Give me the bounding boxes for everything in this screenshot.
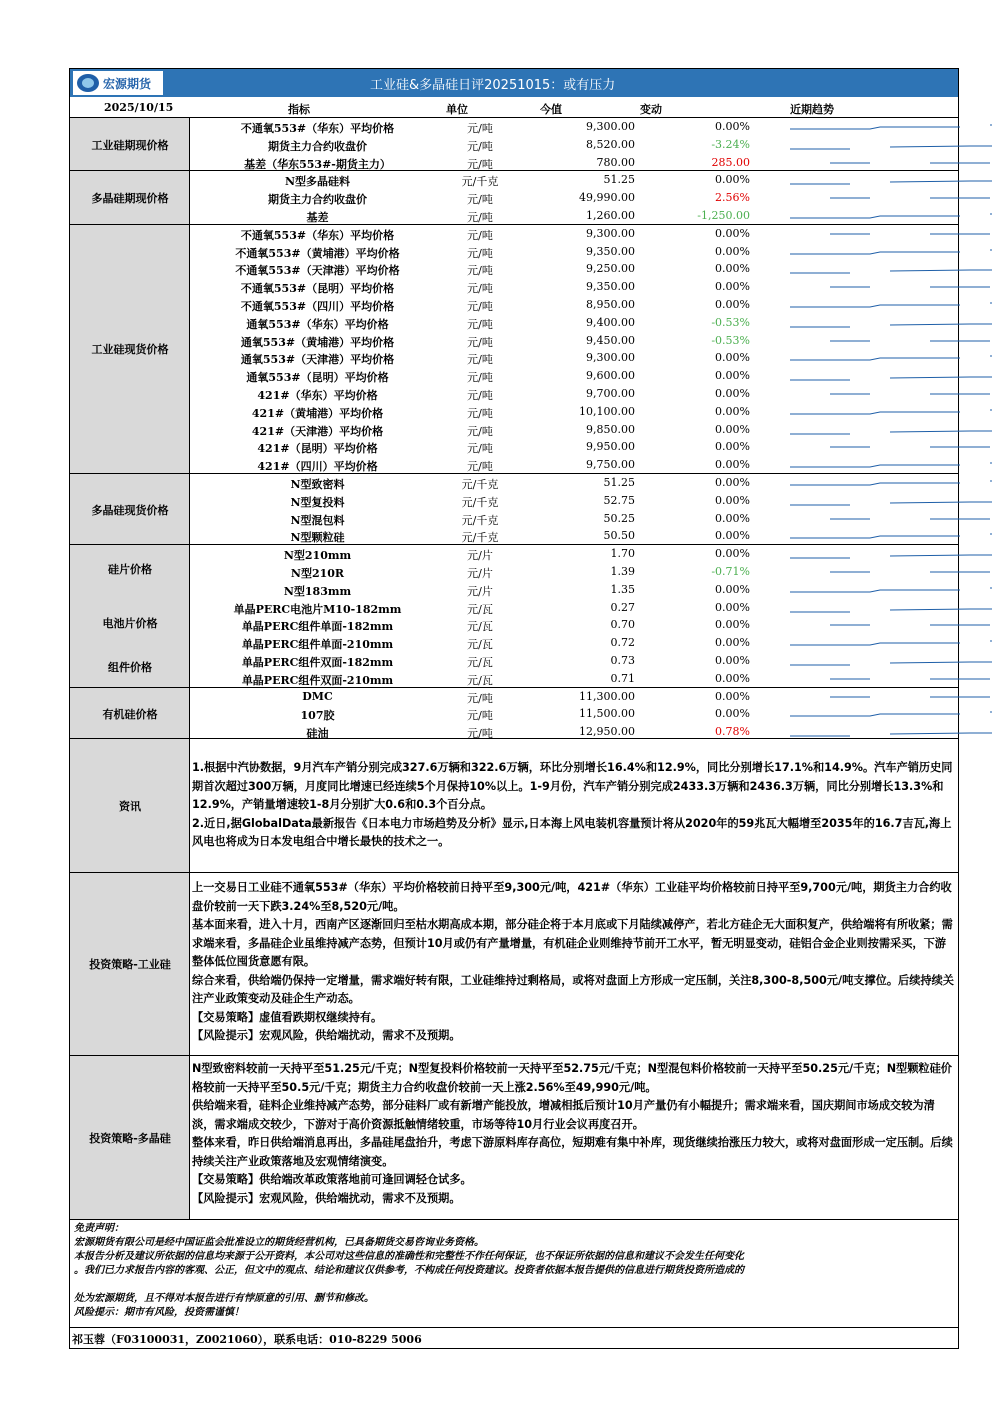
- value-cell: 11,300.00: [579, 689, 635, 703]
- value-cell: 1.39: [610, 564, 635, 578]
- report-title: 工业硅&多晶硅日评20251015：或有压力: [370, 78, 616, 93]
- trend-sparkline: [790, 653, 992, 669]
- change-cell: -1,250.00: [697, 208, 750, 222]
- unit-cell: 元/吨: [467, 317, 493, 331]
- change-cell: 0.00%: [715, 671, 750, 685]
- indicator-name: 通氧553#（天津港）平均价格: [240, 353, 395, 367]
- table-row: [190, 154, 960, 172]
- table-row: [190, 652, 960, 670]
- strategy-paragraph: 整体来看，昨日供给端消息再出，多晶硅尾盘抬升，考虑下游原料库存高位，短期难有集中补库，现货继续抬涨压力较大，或将对盘面形成一定压制。后续持续关注产业政策落地及宏观情绪演变。: [192, 1136, 953, 1168]
- unit-cell: 元/瓦: [467, 638, 493, 652]
- table-row: [190, 616, 960, 634]
- group-label: 有机硅价格: [102, 708, 158, 722]
- table-row: [190, 136, 960, 154]
- value-cell: 10,100.00: [579, 404, 635, 418]
- col-value: 今值: [540, 103, 562, 116]
- disclaimer-line: [74, 1278, 954, 1292]
- trend-sparkline: [790, 475, 992, 491]
- change-cell: -0.53%: [711, 315, 750, 329]
- disclaimer-line: 。我们已力求报告内容的客观、公正，但文中的观点、结论和建议仅供参考，不构成任何投资建议。投资者依据本报告提供的信息进行期货投资所造成的: [74, 1265, 744, 1276]
- trend-line: [790, 181, 992, 184]
- value-cell: 9,750.00: [586, 458, 635, 472]
- value-cell: 0.73: [610, 653, 635, 667]
- indicator-name: 单晶PERC组件单面-182mm: [241, 620, 394, 634]
- logo-text: 宏源期货: [103, 76, 152, 91]
- value-cell: 9,700.00: [586, 386, 635, 400]
- trend-sparkline: [790, 404, 992, 420]
- trend-sparkline: [790, 528, 992, 544]
- trend-line: [790, 146, 992, 149]
- indicator-name: N型多晶硅料: [284, 175, 351, 189]
- value-cell: 0.71: [610, 671, 635, 685]
- value-cell: 1.70: [610, 547, 635, 561]
- table-row: [190, 260, 960, 278]
- group-label: 多晶硅现货价格: [91, 503, 169, 517]
- change-cell: 0.00%: [715, 351, 750, 365]
- table-row: [190, 456, 960, 474]
- trend-line: [790, 125, 992, 129]
- report-date: 2025/10/15: [104, 101, 174, 114]
- indicator-name: 期货主力合约收盘价: [268, 139, 367, 153]
- trend-sparkline: [790, 350, 992, 366]
- trend-line: [790, 356, 992, 360]
- trend-line: [790, 270, 992, 273]
- value-cell: 9,600.00: [586, 369, 635, 383]
- group-label-cell: [70, 225, 190, 473]
- trend-line: [790, 250, 992, 254]
- trend-line: [790, 502, 992, 505]
- indicator-name: 单晶PERC组件双面-210mm: [241, 673, 394, 687]
- trend-sparkline: [790, 635, 992, 651]
- trend-line: [790, 463, 992, 467]
- trend-sparkline: [790, 261, 992, 277]
- trend-line: [790, 662, 992, 665]
- change-cell: 0.00%: [715, 653, 750, 667]
- change-cell: 0.00%: [715, 618, 750, 632]
- report-sheet: [69, 68, 959, 1349]
- value-cell: 49,990.00: [579, 191, 635, 205]
- trend-line: [790, 214, 992, 218]
- indicator-name: 不通氧553#（华东）平均价格: [240, 122, 395, 135]
- strategy-poly-label: 投资策略-多晶硅: [89, 1131, 171, 1145]
- disclaimer-line: 宏源期货有限公司是经中国证监会批准设立的期货经营机构，已具备期货交易咨询业务资格。: [74, 1237, 484, 1248]
- news-label-cell: [70, 739, 190, 872]
- disclaimer-line: 处为宏源期货，且不得对本报告进行有悖原意的引用、删节和修改。: [74, 1293, 374, 1304]
- trend-sparkline: [790, 315, 992, 331]
- col-trend: 近期趋势: [790, 103, 834, 116]
- analyst-contact: 祁玉蓉（F03100031，Z0021060），联系电话：010-8229 5006: [70, 1327, 958, 1349]
- price-group: [70, 687, 958, 740]
- value-cell: 9,350.00: [586, 280, 635, 294]
- news-body: [192, 759, 954, 852]
- value-cell: 12,950.00: [579, 725, 635, 739]
- value-cell: 1.35: [610, 582, 635, 596]
- trend-line: [790, 303, 992, 307]
- table-row: [190, 438, 960, 456]
- change-cell: 0.00%: [715, 262, 750, 276]
- strategy-paragraph: 【交易策略】供给端改革政策落地前可逢回调轻仓试多。: [192, 1173, 472, 1186]
- indicator-name: 不通氧553#（天津港）平均价格: [235, 264, 400, 278]
- strategy-paragraph: 【交易策略】虚值看跌期权继续持有。: [192, 1010, 383, 1024]
- value-cell: 9,450.00: [586, 333, 635, 347]
- table-row: [190, 421, 960, 439]
- unit-cell: 元/瓦: [467, 602, 493, 616]
- disclaimer-line: 免责声明：: [74, 1223, 124, 1234]
- table-row: [190, 225, 960, 243]
- unit-cell: 元/片: [467, 584, 493, 598]
- disclaimer: [70, 1219, 958, 1323]
- price-group: [70, 170, 958, 223]
- change-cell: 0.00%: [715, 476, 750, 489]
- unit-cell: 元/瓦: [467, 620, 493, 634]
- unit-cell: 元/吨: [467, 228, 493, 242]
- trend-line: [790, 609, 992, 612]
- change-cell: 0.00%: [715, 244, 750, 258]
- change-cell: 0.00%: [715, 297, 750, 311]
- unit-cell: 元/吨: [467, 335, 493, 349]
- change-cell: 0.00%: [715, 280, 750, 294]
- strategy-paragraph: 【风险提示】宏观风险，供给端扰动，需求不及预期。: [192, 1029, 461, 1042]
- news-paragraph: 1.根据中汽协数据，9月汽车产销分别完成327.6万辆和322.6万辆，环比分别增长16.4%和12.9%，同比分别增长17.1%和14.9%。汽车产销历史同期首次超过300万辆，月度同比增速已经连续5个月保持10%以上。1-9月份，汽车产销分别完成2433.3万辆和2436.3万辆，同比分别增长13.3%和12.9%，产销量增速较1-8月分别扩大0.6和0.3个百分点。: [192, 761, 953, 811]
- table-row: [190, 118, 960, 136]
- strategy-si-body: [192, 879, 954, 1046]
- news-label: 资讯: [119, 799, 141, 813]
- trend-sparkline: [790, 511, 992, 527]
- unit-cell: 元/吨: [467, 406, 493, 420]
- indicator-name: 不通氧553#（四川）平均价格: [240, 299, 395, 313]
- indicator-name: 通氧553#（昆明）平均价格: [246, 371, 389, 385]
- table-row: [190, 296, 960, 314]
- value-cell: 50.25: [603, 511, 635, 525]
- trend-sparkline: [790, 119, 992, 135]
- trend-sparkline: [790, 137, 992, 153]
- strategy-poly-body: [192, 1060, 954, 1208]
- indicator-name: 不通氧553#（昆明）平均价格: [240, 282, 395, 296]
- trend-line: [790, 377, 992, 380]
- strategy-poly-label-cell: [70, 1056, 190, 1219]
- change-cell: 0.00%: [715, 529, 750, 543]
- unit-cell: 元/吨: [467, 299, 493, 313]
- group-label: 工业硅期现价格: [91, 138, 169, 152]
- table-row: [190, 510, 960, 528]
- table-row: [190, 189, 960, 207]
- trend-sparkline: [790, 600, 992, 616]
- table-row: [190, 278, 960, 296]
- indicator-name: 421#（四川）平均价格: [257, 460, 378, 474]
- table-row: [190, 492, 960, 510]
- table-row: [190, 349, 960, 367]
- indicator-name: 单晶PERC组件双面-182mm: [241, 655, 394, 669]
- strategy-paragraph: 综合来看，供给端仍保持一定增量，需求端好转有限，工业硅维持过剩格局，或将对盘面上方形成一定压制，关注8,300-8,500元/吨支撑位。后续持续关注产业政策变动及硅企生产动态。: [192, 973, 954, 1005]
- change-cell: -3.24%: [711, 137, 750, 151]
- trend-line: [790, 431, 992, 434]
- value-cell: 0.72: [610, 636, 635, 650]
- change-cell: 0.00%: [715, 226, 750, 240]
- unit-cell: 元/吨: [467, 210, 493, 224]
- table-row: [190, 385, 960, 403]
- value-cell: 9,300.00: [586, 120, 635, 133]
- unit-cell: 元/片: [467, 566, 493, 580]
- trend-sparkline: [790, 386, 992, 402]
- change-cell: 2.56%: [715, 191, 750, 205]
- change-cell: 0.00%: [715, 600, 750, 614]
- indicator-name: N型致密料: [290, 478, 345, 491]
- indicator-name: DMC: [302, 689, 333, 703]
- value-cell: 11,500.00: [579, 707, 635, 721]
- indicator-name: 基差（华东553#-期货主力）: [244, 157, 391, 171]
- strategy-paragraph: N型致密料较前一天持平至51.25元/千克；N型复投料价格较前一天持平至52.75元/千克；N型混包料价格较前一天持平至50.25元/千克；N型颗粒硅价格较前一天持平至50.5元/千克；期货主力合约收盘价较前一天上涨2.56%至49,990元/吨。: [192, 1062, 952, 1094]
- unit-cell: 元/瓦: [467, 655, 493, 669]
- change-cell: 0.00%: [715, 582, 750, 596]
- trend-sparkline: [790, 208, 992, 224]
- trend-sparkline: [790, 172, 992, 188]
- value-cell: 50.50: [603, 529, 635, 543]
- title-bar: [70, 69, 958, 97]
- col-change: 变动: [640, 103, 662, 116]
- change-cell: 0.00%: [715, 120, 750, 133]
- value-cell: 1,260.00: [586, 208, 635, 222]
- trend-sparkline: [790, 226, 992, 242]
- indicator-name: N型183mm: [283, 584, 352, 598]
- indicator-name: 421#（华东）平均价格: [257, 388, 378, 402]
- trend-line: [790, 324, 992, 327]
- table-row: [190, 243, 960, 261]
- change-cell: 0.00%: [715, 547, 750, 561]
- unit-cell: 元/吨: [467, 371, 493, 385]
- unit-cell: 元/吨: [467, 282, 493, 296]
- price-group: [70, 117, 958, 170]
- change-cell: 0.00%: [715, 689, 750, 703]
- change-cell: 0.00%: [715, 440, 750, 454]
- unit-cell: 元/吨: [467, 388, 493, 402]
- trend-sparkline: [790, 457, 992, 473]
- group-label-cell: [70, 171, 190, 223]
- group-label: 硅片价格: [108, 563, 152, 577]
- trend-sparkline: [790, 279, 992, 295]
- group-label-cell: [70, 545, 190, 686]
- trend-sparkline: [790, 617, 992, 633]
- table-row: [190, 474, 960, 492]
- trend-line: [790, 588, 992, 592]
- table-row: [190, 527, 960, 545]
- logo-icon: [77, 74, 99, 92]
- news-paragraph: 2.近日,据GlobalData最新报告《日本电力市场趋势及分析》显示,日本海上风电装机容量预计将从2020年的59兆瓦大幅增至2035年的16.7吉瓦,海上风电也将成为日本发电组合中增长最快的技术之一。: [192, 816, 952, 848]
- group-label: 电池片价格: [102, 616, 158, 630]
- table-row: [190, 670, 960, 688]
- unit-cell: 元/瓦: [467, 673, 493, 687]
- group-label: 多晶硅期现价格: [91, 192, 169, 206]
- value-cell: 51.25: [603, 173, 635, 187]
- unit-cell: 元/千克: [461, 175, 499, 189]
- indicator-name: 421#（黄埔港）平均价格: [251, 406, 384, 420]
- indicator-name: N型210R: [290, 566, 345, 580]
- trend-line: [790, 534, 992, 538]
- change-cell: 0.00%: [715, 707, 750, 721]
- unit-cell: 元/吨: [467, 424, 493, 438]
- table-row: [190, 581, 960, 599]
- strategy-paragraph: 上一交易日工业硅不通氧553#（华东）平均价格较前日持平至9,300元/吨，421#（华东）工业硅平均价格较前日持平至9,700元/吨，期货主力合约收盘价较前一天下跌3.24%至8,520元/吨。: [192, 881, 952, 913]
- unit-cell: 元/吨: [467, 460, 493, 474]
- unit-cell: 元/千克: [461, 478, 499, 491]
- table-row: [190, 367, 960, 385]
- indicator-name: N型混包料: [290, 513, 345, 527]
- indicator-name: N型颗粒硅: [290, 531, 345, 545]
- value-cell: 9,300.00: [586, 226, 635, 240]
- change-cell: 0.00%: [715, 422, 750, 436]
- value-cell: 9,850.00: [586, 422, 635, 436]
- unit-cell: 元/吨: [467, 709, 493, 723]
- trend-line: [790, 712, 992, 716]
- indicator-name: 不通氧553#（华东）平均价格: [240, 228, 395, 242]
- trend-line: [790, 481, 992, 485]
- trend-line: [790, 410, 992, 414]
- table-row: [190, 705, 960, 723]
- unit-cell: 元/吨: [467, 727, 493, 741]
- indicator-name: N型210mm: [283, 549, 352, 563]
- unit-cell: 元/吨: [467, 353, 493, 367]
- value-cell: 8,520.00: [586, 137, 635, 151]
- value-cell: 9,350.00: [586, 244, 635, 258]
- unit-cell: 元/千克: [461, 531, 499, 545]
- col-unit: 单位: [446, 103, 468, 116]
- trend-sparkline: [790, 297, 992, 313]
- value-cell: 780.00: [596, 155, 635, 169]
- unit-cell: 元/吨: [467, 139, 493, 153]
- trend-sparkline: [790, 155, 992, 171]
- unit-cell: 元/吨: [467, 691, 493, 705]
- unit-cell: 元/吨: [467, 246, 493, 260]
- indicator-name: 单晶PERC电池片M10-182mm: [233, 602, 402, 616]
- trend-sparkline: [790, 368, 992, 384]
- change-cell: 0.00%: [715, 636, 750, 650]
- company-logo: [73, 71, 163, 95]
- value-cell: 0.27: [610, 600, 635, 614]
- change-cell: 285.00: [711, 155, 750, 169]
- unit-cell: 元/吨: [467, 442, 493, 456]
- indicator-name: N型复投料: [290, 495, 345, 509]
- col-indicator: 指标: [288, 103, 310, 116]
- trend-line: [790, 641, 992, 645]
- change-cell: 0.00%: [715, 458, 750, 472]
- strategy-paragraph: 【风险提示】宏观风险，供给端扰动，需求不及预期。: [192, 1191, 461, 1205]
- indicator-name: 通氧553#（黄埔港）平均价格: [240, 335, 395, 349]
- trend-sparkline: [790, 493, 992, 509]
- change-cell: 0.00%: [715, 404, 750, 418]
- change-cell: 0.00%: [715, 493, 750, 507]
- indicator-name: 期货主力合约收盘价: [268, 193, 367, 207]
- trend-sparkline: [790, 671, 992, 687]
- table-row: [190, 171, 960, 189]
- change-cell: 0.00%: [715, 173, 750, 187]
- trend-sparkline: [790, 244, 992, 260]
- table-row: [190, 563, 960, 581]
- value-cell: 9,300.00: [586, 351, 635, 365]
- change-cell: -0.53%: [711, 333, 750, 347]
- price-group: [70, 544, 958, 686]
- strategy-poly-section: [70, 1055, 958, 1219]
- indicator-name: 硅油: [306, 727, 329, 741]
- group-label-cell: [70, 474, 190, 544]
- indicator-name: 基差: [306, 210, 329, 224]
- trend-sparkline: [790, 190, 992, 206]
- table-row: [190, 314, 960, 332]
- trend-sparkline: [790, 706, 992, 722]
- trend-sparkline: [790, 422, 992, 438]
- indicator-name: 421#（昆明）平均价格: [257, 442, 378, 456]
- unit-cell: 元/吨: [467, 157, 493, 171]
- table-row: [190, 545, 960, 563]
- group-label: 组件价格: [108, 661, 152, 675]
- change-cell: 0.00%: [715, 386, 750, 400]
- change-cell: 0.00%: [715, 369, 750, 383]
- indicator-name: 单晶PERC组件单面-210mm: [241, 638, 394, 652]
- unit-cell: 元/吨: [467, 264, 493, 278]
- value-cell: 51.25: [603, 476, 635, 489]
- value-cell: 9,950.00: [586, 440, 635, 454]
- trend-sparkline: [790, 439, 992, 455]
- unit-cell: 元/千克: [461, 495, 499, 509]
- table-header: [70, 97, 958, 117]
- group-label-cell: [70, 688, 190, 740]
- trend-sparkline: [790, 546, 992, 562]
- trend-sparkline: [790, 689, 992, 705]
- change-cell: 0.78%: [715, 725, 750, 739]
- table-row: [190, 403, 960, 421]
- value-cell: 9,400.00: [586, 315, 635, 329]
- trend-sparkline: [790, 582, 992, 598]
- unit-cell: 元/吨: [467, 193, 493, 207]
- strategy-si-label-cell: [70, 873, 190, 1055]
- table-row: [190, 207, 960, 225]
- unit-cell: 元/吨: [467, 122, 493, 135]
- unit-cell: 元/千克: [461, 513, 499, 527]
- table-row: [190, 634, 960, 652]
- trend-sparkline: [790, 333, 992, 349]
- change-cell: -0.71%: [711, 564, 750, 578]
- indicator-name: 通氧553#（华东）平均价格: [246, 317, 389, 331]
- trend-sparkline: [790, 564, 992, 580]
- strategy-paragraph: 供给端来看，硅料企业维持减产态势，部分硅料厂或有新增产能投放，增减相抵后预计10月产量仍有小幅提升；需求端来看，国庆期间市场成交较为清淡，需求端成交较少，下游对于高价资源抵触情绪较重，市场等待10月行业会议再度召开。: [192, 1099, 935, 1131]
- disclaimer-line: 本报告分析及建议所依据的信息均来源于公开资料，本公司对这些信息的准确性和完整性不作任何保证，也不保证所依据的信息和建议不会发生任何变化: [74, 1251, 744, 1262]
- indicator-name: 不通氧553#（黄埔港）平均价格: [235, 246, 400, 260]
- trend-line: [790, 555, 992, 558]
- change-cell: 0.00%: [715, 511, 750, 525]
- value-cell: 9,250.00: [586, 262, 635, 276]
- news-section: [70, 738, 958, 872]
- group-label: 工业硅现货价格: [91, 343, 169, 357]
- strategy-paragraph: 基本面来看，进入十月，西南产区逐渐回归至枯水期高成本期，部分硅企将于本月底或下月陆续减停产，若北方硅企无大面积复产，供给端将有所收紧；需求端来看，多晶硅企业虽维持减产态势，但预计10月或仍有产量增量，有机硅企业则维持节前开工水平，暂无明显变动，硅铝合金企业则按需采买，下游整体低位囤货意愿有限。: [192, 918, 953, 968]
- table-row: [190, 332, 960, 350]
- strategy-si-label: 投资策略-工业硅: [89, 958, 171, 971]
- value-cell: 0.70: [610, 618, 635, 632]
- trend-line: [790, 733, 992, 736]
- value-cell: 52.75: [603, 493, 635, 507]
- group-label-cell: [70, 118, 190, 170]
- price-group: [70, 473, 958, 544]
- unit-cell: 元/片: [467, 549, 493, 563]
- strategy-si-section: [70, 872, 958, 1055]
- price-group: [70, 224, 958, 473]
- indicator-name: 421#（天津港）平均价格: [251, 424, 384, 438]
- disclaimer-line: 风险提示：期市有风险，投资需谨慎！: [74, 1307, 244, 1318]
- table-row: [190, 688, 960, 706]
- indicator-name: 107胶: [300, 709, 335, 723]
- value-cell: 8,950.00: [586, 297, 635, 311]
- table-row: [190, 599, 960, 617]
